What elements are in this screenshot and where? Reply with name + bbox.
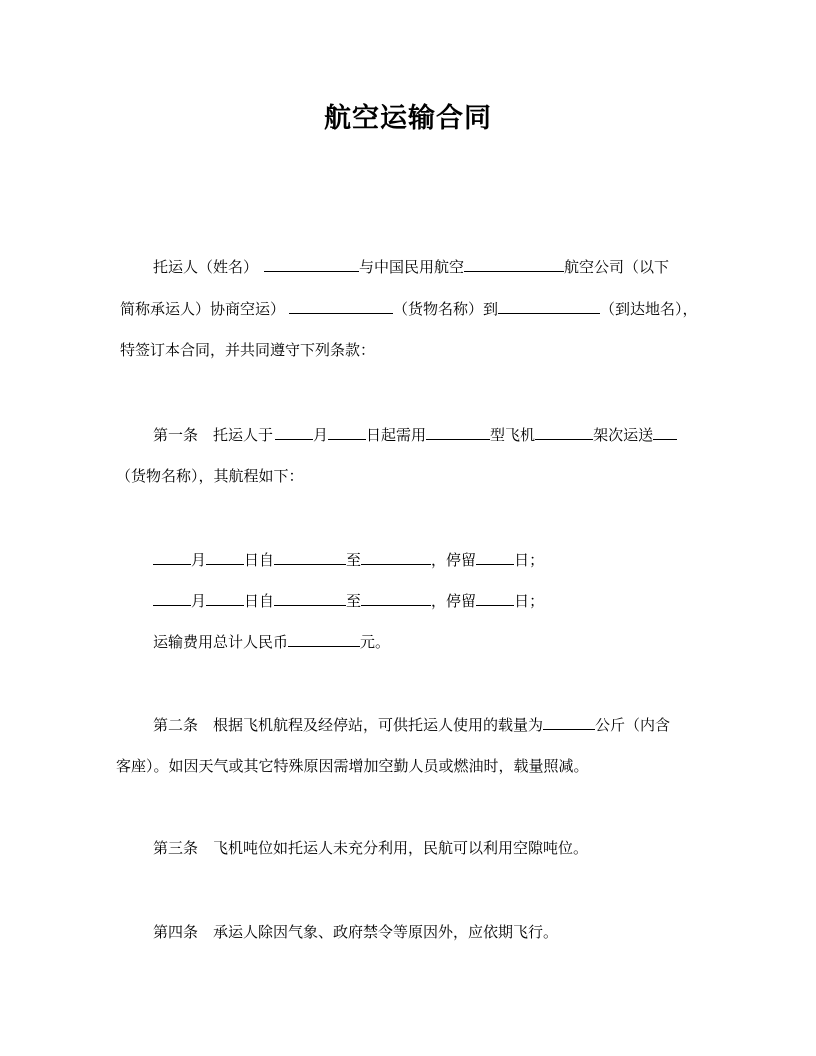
route-text: 日；: [514, 551, 545, 569]
route-from-blank[interactable]: [274, 590, 346, 606]
article-text: 月: [313, 426, 329, 444]
intro-text: 简称承运人）协商空运）: [120, 300, 286, 318]
cargo-blank[interactable]: [653, 424, 677, 440]
intro-text: （货物名称）到: [393, 300, 499, 318]
stay-days-blank[interactable]: [476, 590, 514, 606]
article-text: 架次运送: [593, 426, 654, 444]
intro-line-2: [120, 298, 698, 319]
intro-text: 与中国民用航空: [359, 258, 465, 276]
route-from-blank[interactable]: [274, 549, 346, 565]
sorties-blank[interactable]: [535, 424, 593, 440]
route-to-blank[interactable]: [361, 549, 431, 565]
page-title: 航空运输合同: [324, 103, 492, 134]
route-text: 日；: [514, 592, 545, 610]
article-text: 型飞机: [490, 426, 536, 444]
cargo-name-blank[interactable]: [289, 298, 393, 314]
route-text: 月: [191, 551, 207, 569]
article-text: 第二条 根据飞机航程及经停站，可供托运人使用的载量为: [153, 716, 544, 734]
route-text: ，停留: [431, 592, 477, 610]
article-1-line-2: （货物名称），其航程如下：: [116, 467, 304, 485]
route-text: 月: [191, 592, 207, 610]
article-4: 第四条 承运人除因气象、政府禁令等原因外，应依期飞行。: [153, 923, 559, 941]
intro-line-3: 特签订本合同，并共同遵守下列条款：: [120, 341, 376, 359]
article-3: 第三条 飞机吨位如托运人未充分利用，民航可以利用空隙吨位。: [153, 839, 589, 857]
route-month-blank[interactable]: [153, 549, 191, 565]
fee-line: [153, 631, 390, 652]
route-line-2: [153, 590, 544, 611]
route-text: 至: [346, 551, 362, 569]
route-to-blank[interactable]: [361, 590, 431, 606]
intro-text: （到达地名），: [600, 300, 698, 318]
intro-text: 托运人（姓名）: [153, 258, 259, 276]
fee-text: 元。: [360, 633, 391, 651]
route-text: ，停留: [431, 551, 477, 569]
fee-text: 运输费用总计人民币: [153, 633, 289, 651]
aircraft-type-blank[interactable]: [426, 424, 490, 440]
intro-text: 航空公司（以下: [564, 258, 670, 276]
article-text: 公斤（内含: [595, 716, 671, 734]
route-month-blank[interactable]: [153, 590, 191, 606]
route-day-blank[interactable]: [206, 590, 244, 606]
route-line-1: [153, 549, 544, 570]
article-2-line-1: [153, 714, 670, 735]
intro-line-1: [153, 256, 669, 277]
destination-blank[interactable]: [498, 298, 600, 314]
route-text: 日自: [244, 551, 275, 569]
route-text: 至: [346, 592, 362, 610]
article-text: 日起需用: [366, 426, 427, 444]
airline-name-blank[interactable]: [464, 256, 564, 272]
payload-blank[interactable]: [543, 714, 595, 730]
start-month-blank[interactable]: [275, 424, 313, 440]
article-2-line-2: 客座）。如因天气或其它特殊原因需增加空勤人员或燃油时，载量照减。: [116, 757, 589, 775]
route-text: 日自: [244, 592, 275, 610]
start-day-blank[interactable]: [328, 424, 366, 440]
route-day-blank[interactable]: [206, 549, 244, 565]
article-1-line-1: [153, 424, 677, 445]
shipper-name-blank[interactable]: [264, 256, 359, 272]
fee-amount-blank[interactable]: [288, 631, 360, 647]
stay-days-blank[interactable]: [476, 549, 514, 565]
article-text: 第一条 托运人于: [153, 426, 274, 444]
